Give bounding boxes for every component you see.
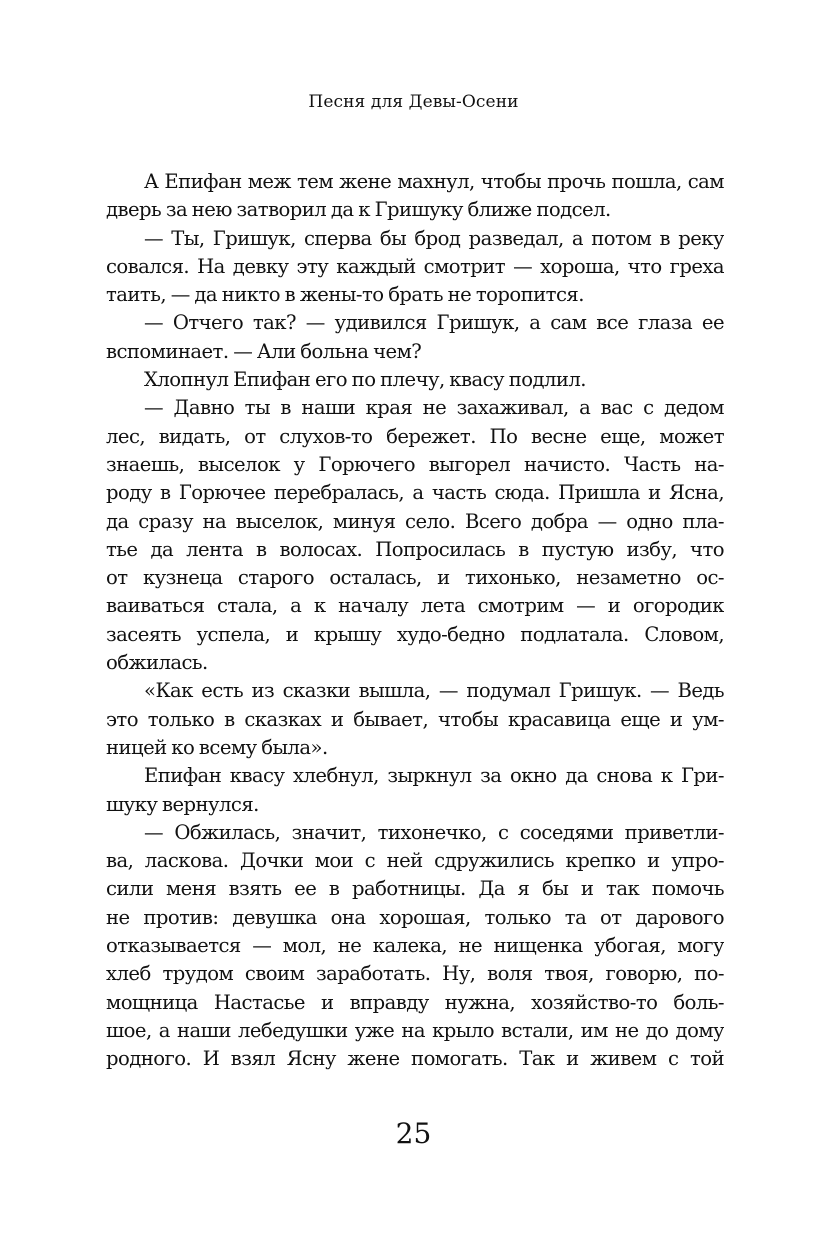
text-line: знаешь, выселок у Горючего выгорел начисто. Часть на-	[106, 452, 724, 476]
text-line: это только в сказках и бывает, чтобы красавица еще и ум-	[106, 707, 724, 731]
text-line: Епифан квасу хлебнул, зыркнул за окно да снова к Гри-	[144, 764, 724, 788]
text-line: шое, а наши лебедушки уже на крыло встали, им не до дому	[106, 1018, 724, 1042]
text-line: да сразу на выселок, минуя село. Всего добра — одно пла-	[106, 509, 724, 533]
text-line: таить, — да никто в жены-то брать не торопится.	[106, 283, 584, 307]
text-line: ва, ласкова. Дочки мои с ней сдружились крепко и упро-	[106, 849, 724, 873]
text-line: Хлопнул Епифан его по плечу, квасу подлил.	[144, 368, 586, 392]
text-line: — Отчего так? — удивился Гришук, а сам все глаза ее	[144, 311, 724, 335]
text-line: А Епифан меж тем жене махнул, чтобы прочь пошла, сам	[144, 170, 724, 193]
text-line: «Как есть из сказки вышла, — подумал Гришук. — Ведь	[144, 679, 724, 703]
text-line: — Давно ты в наши края не захаживал, а вас с дедом	[144, 396, 724, 420]
text-line: роду в Горючее перебралась, а часть сюда. Пришла и Ясна,	[106, 481, 724, 505]
text-line: тье да лента в волосах. Попросилась в пустую избу, что	[106, 537, 724, 561]
text-line: обжилась.	[106, 651, 208, 675]
text-line: ваиваться стала, а к началу лета смотрим — и огородик	[106, 594, 724, 618]
text-line: вспоминает. — Али больна чем?	[106, 339, 422, 363]
text-line: засеять успела, и крышу худо-бедно подлатала. Словом,	[106, 622, 724, 646]
text-line: ницей ко всему была».	[106, 735, 328, 759]
text-line: мощница Настасье и вправду нужна, хозяйство-то боль-	[106, 990, 724, 1014]
text-line: совался. На девку эту каждый смотрит — хороша, что греха	[106, 254, 724, 278]
text-line: сили меня взять ее в работницы. Да я бы и так помочь	[106, 877, 724, 901]
text-line: — Ты, Гришук, сперва бы брод разведал, а потом в реку	[144, 226, 724, 250]
text-line: — Обжилась, значит, тихонечко, с соседями приветли-	[144, 820, 724, 844]
running-head-title: Песня для Девы-Осени	[308, 92, 519, 112]
text-line: шуку вернулся.	[106, 792, 259, 816]
body-text	[106, 168, 724, 1074]
text-line: хлеб трудом своим заработать. Ну, воля твоя, говорю, по-	[106, 962, 724, 986]
text-line: не против: девушка она хорошая, только та от дарового	[106, 905, 724, 929]
text-line: от кузнеца старого осталась, и тихонько, незаметно ос-	[106, 566, 724, 590]
text-line: отказывается — мол, не калека, не нищенка убогая, могу	[106, 934, 724, 958]
text-line: родного. И взял Ясну жене помогать. Так и живем с той	[106, 1047, 724, 1071]
text-line: лес, видать, от слухов-то бережет. По весне еще, может	[106, 424, 724, 448]
page-number: 25	[395, 1117, 432, 1150]
text-line: дверь за нею затворил да к Гришуку ближе подсел.	[106, 198, 611, 222]
